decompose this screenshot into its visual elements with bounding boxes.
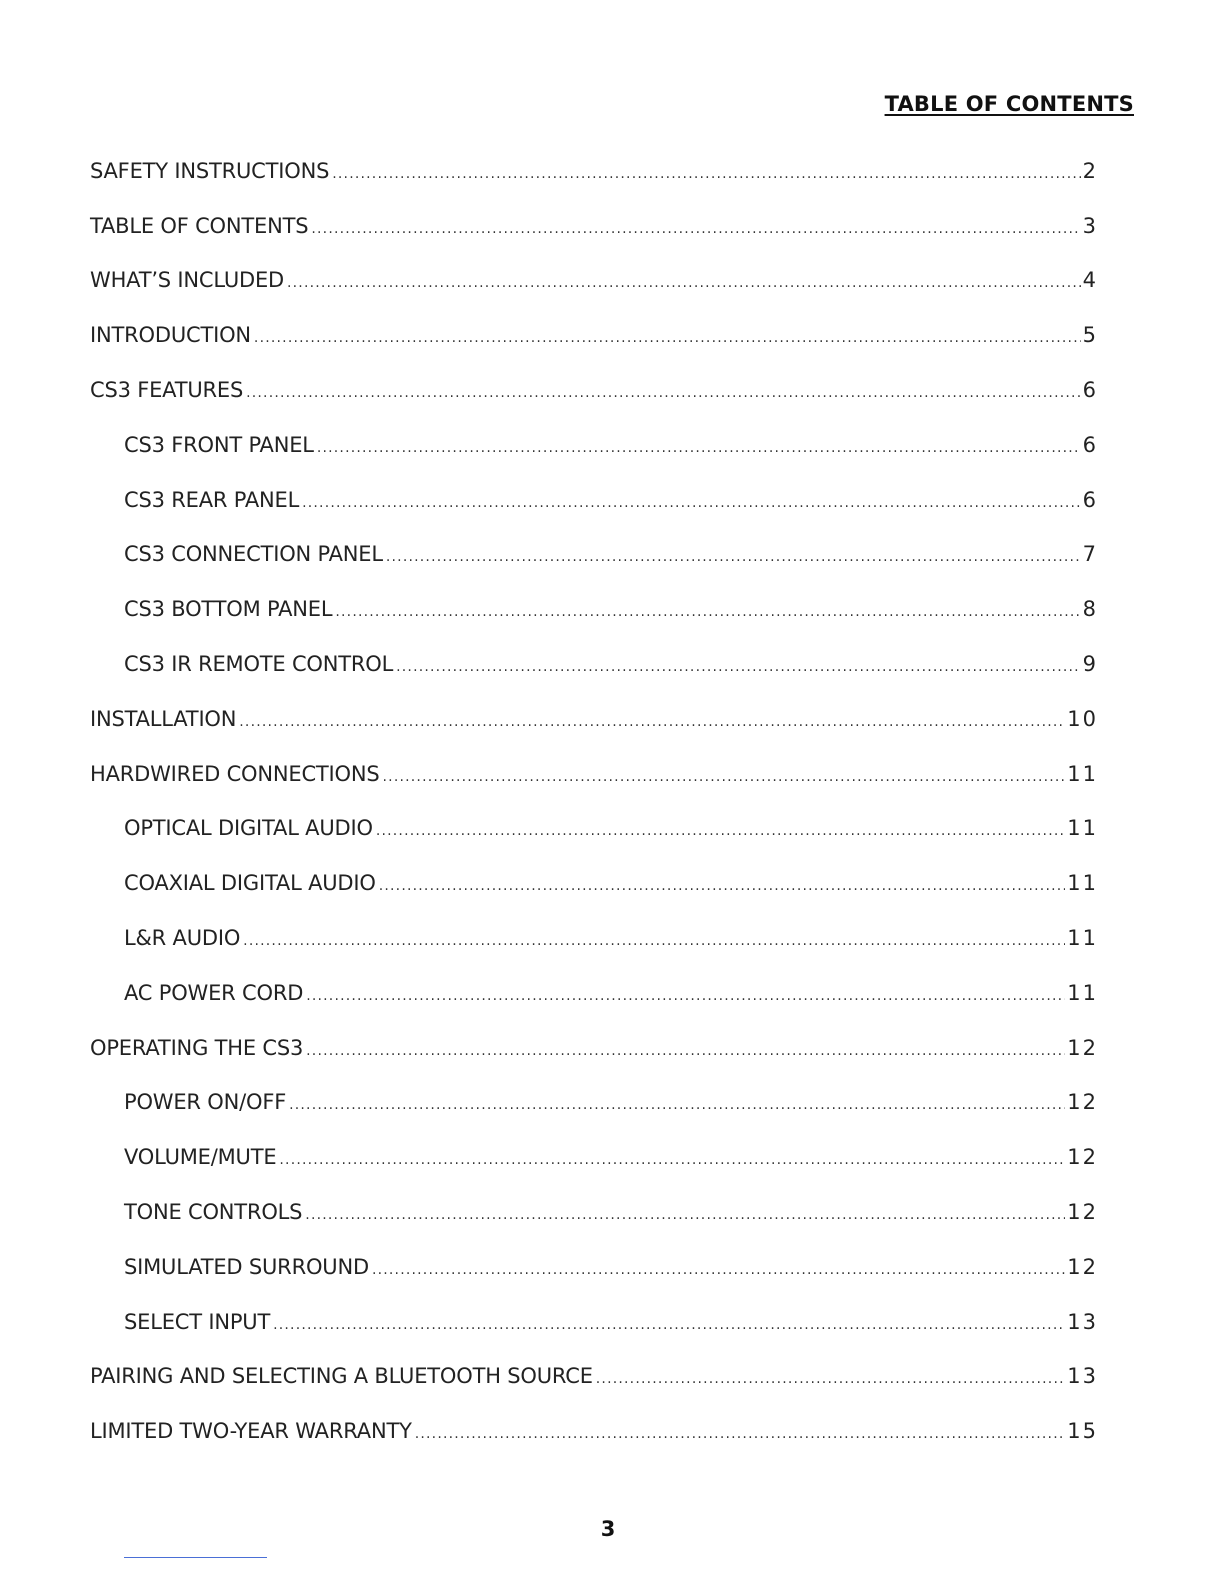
toc-entry-title: PAIRING AND SELECTING A BLUETOOTH SOURCE — [90, 1364, 593, 1389]
toc-entry[interactable] — [0, 574, 1224, 629]
dot-leader — [383, 770, 1066, 784]
toc-entry-page-number: 12 — [1067, 1035, 1098, 1060]
toc-entry-page-number: 5 — [1082, 323, 1098, 348]
dot-leader — [287, 276, 1081, 290]
toc-entry-row[interactable] — [90, 1036, 1098, 1060]
toc-entry-row[interactable] — [90, 268, 1098, 292]
toc-entry-page-number: 11 — [1067, 816, 1098, 841]
toc-entry-row[interactable] — [90, 1364, 1098, 1388]
toc-entry-page-number: 12 — [1067, 1254, 1098, 1279]
dot-leader — [279, 1153, 1065, 1167]
toc-entry-page-number: 15 — [1067, 1419, 1098, 1444]
toc-entry-page-number: 6 — [1082, 377, 1098, 402]
toc-entry-title: SELECT INPUT — [124, 1309, 271, 1334]
toc-entry-title: CS3 FRONT PANEL — [124, 432, 314, 457]
toc-entry-title: INTRODUCTION — [90, 323, 251, 348]
dot-leader — [302, 496, 1081, 510]
toc-entry[interactable] — [0, 191, 1224, 246]
toc-entry[interactable] — [0, 520, 1224, 575]
toc-entry-title: VOLUME/MUTE — [124, 1145, 277, 1170]
toc-entry-title: OPERATING THE CS3 — [90, 1035, 304, 1060]
toc-entry-title: INSTALLATION — [90, 706, 237, 731]
toc-entry-row[interactable] — [124, 816, 1098, 840]
toc-entry-row[interactable] — [90, 378, 1098, 402]
toc-entry[interactable] — [0, 1013, 1224, 1068]
toc-entry-row[interactable] — [90, 159, 1098, 183]
toc-entry-title: OPTICAL DIGITAL AUDIO — [124, 816, 373, 841]
toc-entry-row[interactable] — [124, 1200, 1098, 1224]
toc-entry[interactable] — [0, 848, 1224, 903]
toc-entry[interactable] — [0, 739, 1224, 794]
toc-entry-page-number: 13 — [1067, 1309, 1098, 1334]
toc-entry-page-number: 11 — [1067, 871, 1098, 896]
toc-entry-row[interactable] — [124, 1310, 1098, 1334]
dot-leader — [254, 331, 1081, 345]
toc-entry-page-number: 12 — [1067, 1199, 1098, 1224]
toc-entry[interactable] — [0, 1287, 1224, 1342]
toc-entry-title: CS3 IR REMOTE CONTROL — [124, 651, 394, 676]
toc-entry-row[interactable] — [124, 488, 1098, 512]
toc-entry-row[interactable] — [124, 652, 1098, 676]
toc-entry-page-number: 3 — [1082, 213, 1098, 238]
toc-entry-page-number: 8 — [1082, 597, 1098, 622]
dot-leader — [305, 1208, 1065, 1222]
dot-leader — [306, 989, 1065, 1003]
toc-entry[interactable] — [0, 136, 1224, 191]
toc-entry-title: COAXIAL DIGITAL AUDIO — [124, 871, 376, 896]
toc-entry-page-number: 12 — [1067, 1145, 1098, 1170]
toc-entry[interactable] — [0, 958, 1224, 1013]
toc-entry-row[interactable] — [124, 433, 1098, 457]
dot-leader — [273, 1318, 1065, 1332]
toc-entry-title: TABLE OF CONTENTS — [90, 213, 309, 238]
toc-entry-title: CS3 REAR PANEL — [124, 487, 300, 512]
toc-entry[interactable] — [0, 1232, 1224, 1287]
dot-leader — [415, 1427, 1066, 1441]
dot-leader — [335, 605, 1080, 619]
footer-rule — [124, 1557, 267, 1558]
toc-entry-page-number: 7 — [1082, 542, 1098, 567]
toc-entry-row[interactable] — [124, 1145, 1098, 1169]
dot-leader — [246, 386, 1081, 400]
dot-leader — [376, 824, 1065, 838]
toc-entry-row[interactable] — [90, 1419, 1098, 1443]
toc-entry-page-number: 2 — [1082, 158, 1098, 183]
toc-entry-title: SIMULATED SURROUND — [124, 1254, 369, 1279]
toc-entry-row[interactable] — [90, 323, 1098, 347]
dot-leader — [311, 222, 1080, 236]
toc-entry-title: AC POWER CORD — [124, 980, 304, 1005]
toc-entry[interactable] — [0, 629, 1224, 684]
toc-entry-title: WHAT’S INCLUDED — [90, 268, 284, 293]
toc-entry-title: LIMITED TWO-YEAR WARRANTY — [90, 1419, 412, 1444]
toc-entry-page-number: 4 — [1082, 268, 1098, 293]
toc-entry-row[interactable] — [124, 871, 1098, 895]
toc-entry-title: CS3 BOTTOM PANEL — [124, 597, 333, 622]
toc-entry[interactable] — [0, 903, 1224, 958]
toc-entry-page-number: 13 — [1067, 1364, 1098, 1389]
toc-entry-page-number: 11 — [1067, 980, 1098, 1005]
toc-entry-title: HARDWIRED CONNECTIONS — [90, 761, 380, 786]
toc-entry-title: L&R AUDIO — [124, 925, 241, 950]
toc-entry-page-number: 12 — [1067, 1090, 1098, 1115]
toc-entry[interactable] — [0, 355, 1224, 410]
toc-entry[interactable] — [0, 1068, 1224, 1123]
dot-leader — [306, 1044, 1065, 1058]
toc-entry-title: TONE CONTROLS — [124, 1199, 303, 1224]
toc-entry-row[interactable] — [124, 1255, 1098, 1279]
toc-entry[interactable] — [0, 246, 1224, 301]
table-of-contents-list — [0, 136, 1224, 1451]
toc-entry-row[interactable] — [124, 1090, 1098, 1114]
toc-entry[interactable] — [0, 1177, 1224, 1232]
toc-entry-title: SAFETY INSTRUCTIONS — [90, 158, 330, 183]
toc-entry-row[interactable] — [124, 542, 1098, 566]
toc-entry-title: POWER ON/OFF — [124, 1090, 287, 1115]
dot-leader — [396, 660, 1081, 674]
toc-entry-page-number: 9 — [1082, 651, 1098, 676]
toc-entry[interactable] — [0, 684, 1224, 739]
toc-entry-page-number: 10 — [1067, 706, 1098, 731]
toc-entry-title: CS3 FEATURES — [90, 377, 244, 402]
toc-entry-row[interactable] — [124, 926, 1098, 950]
toc-entry-row[interactable] — [124, 597, 1098, 621]
dot-leader — [372, 1263, 1065, 1277]
toc-entry[interactable] — [0, 465, 1224, 520]
dot-leader — [332, 167, 1080, 181]
toc-entry-row[interactable] — [90, 214, 1098, 238]
toc-entry[interactable] — [0, 1396, 1224, 1451]
toc-entry-page-number: 11 — [1067, 761, 1098, 786]
dot-leader — [386, 550, 1081, 564]
dot-leader — [243, 934, 1065, 948]
toc-entry-page-number: 6 — [1082, 432, 1098, 457]
dot-leader — [239, 715, 1065, 729]
toc-entry-row[interactable] — [90, 707, 1098, 731]
toc-entry-row[interactable] — [90, 762, 1098, 786]
toc-entry[interactable] — [0, 1122, 1224, 1177]
toc-entry[interactable] — [0, 410, 1224, 465]
dot-leader — [317, 441, 1081, 455]
page-number: 3 — [600, 1517, 616, 1541]
dot-leader — [596, 1372, 1065, 1386]
toc-entry-page-number: 6 — [1082, 487, 1098, 512]
toc-entry-title: CS3 CONNECTION PANEL — [124, 542, 383, 567]
toc-entry[interactable] — [0, 794, 1224, 849]
dot-leader — [379, 879, 1066, 893]
dot-leader — [289, 1098, 1065, 1112]
toc-entry-page-number: 11 — [1067, 925, 1098, 950]
toc-entry[interactable] — [0, 1342, 1224, 1397]
toc-entry-row[interactable] — [124, 981, 1098, 1005]
page-title: TABLE OF CONTENTS — [884, 92, 1134, 116]
toc-entry[interactable] — [0, 300, 1224, 355]
